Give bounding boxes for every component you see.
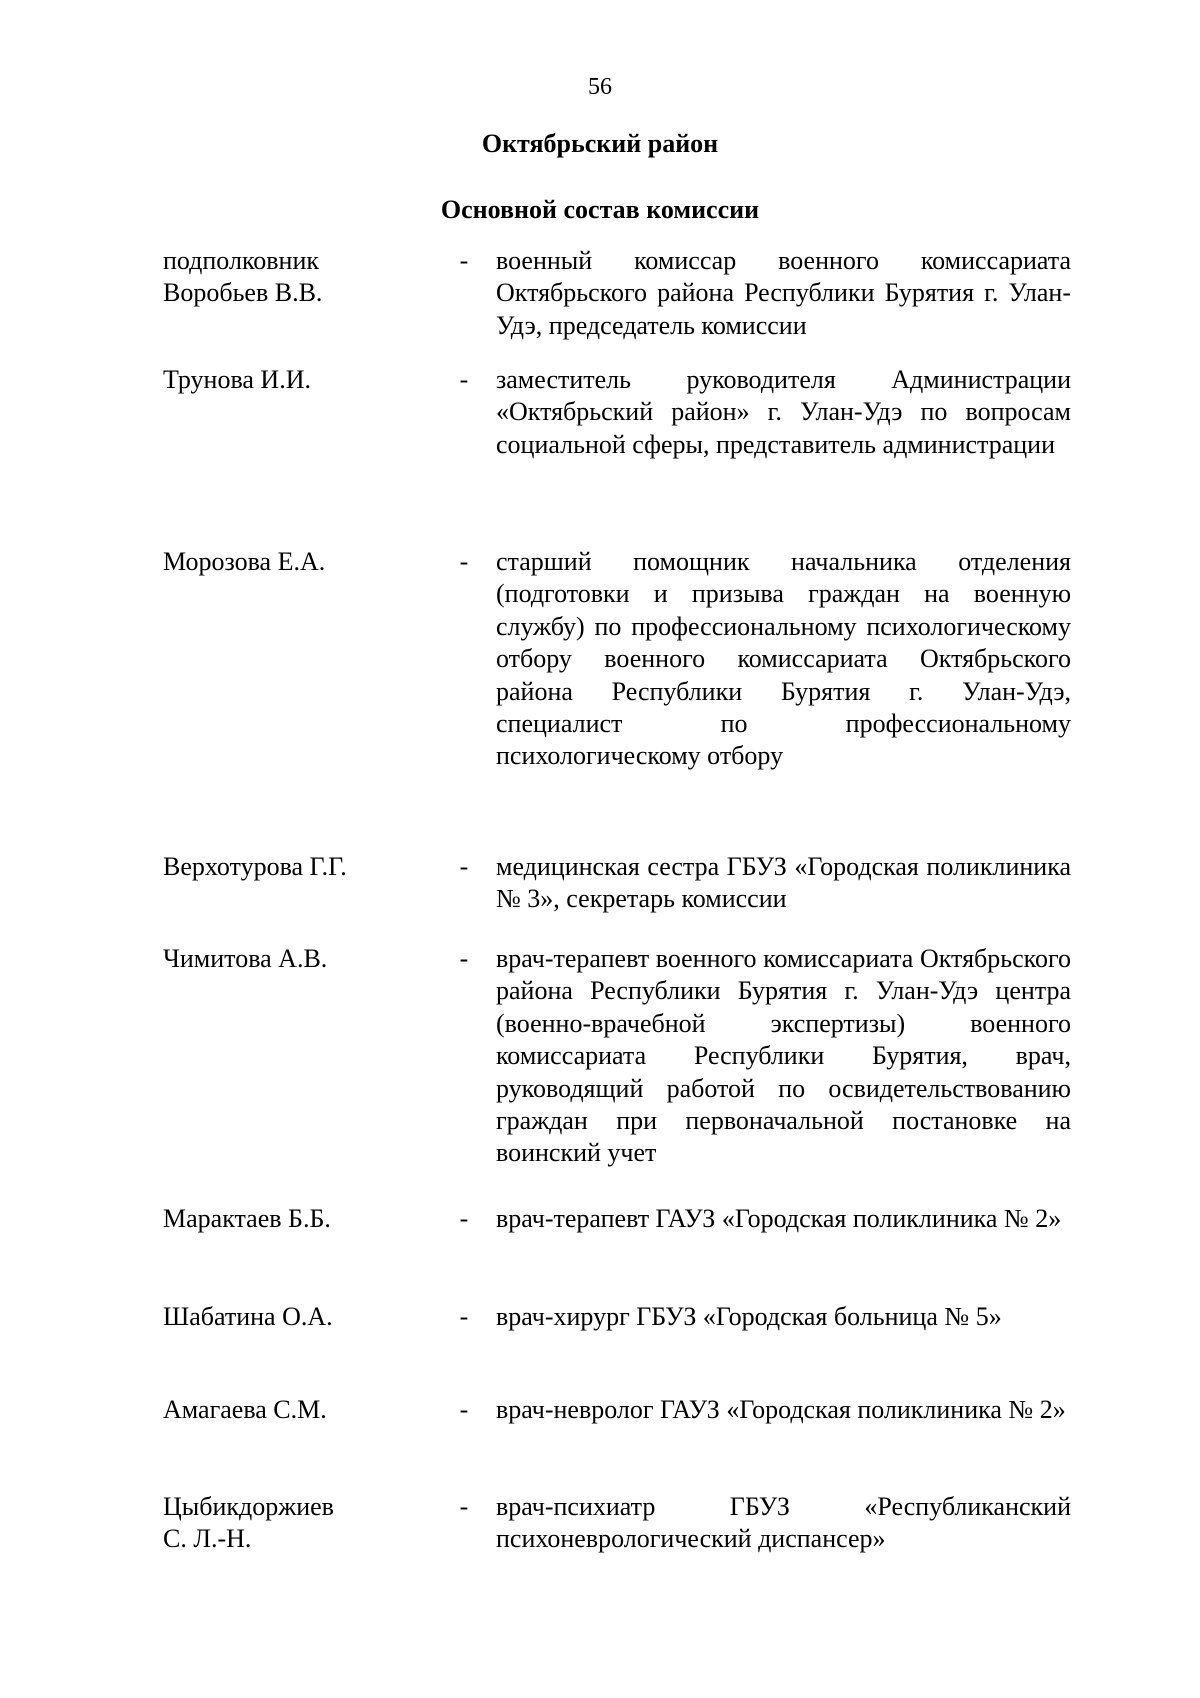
member-name: Цыбикдоржиев С. Л.-Н. [163,1492,334,1554]
dash-separator: - [459,944,469,973]
dash-separator: - [459,1395,469,1424]
member-role: врач-невролог ГАУЗ «Городская поликлиника № 2» [496,1395,1066,1424]
dash-separator: - [459,1204,469,1233]
district-title: Октябрьский район [481,129,719,158]
member-name: Трунова И.И. [163,365,311,394]
member-name: Шабатина О.А. [163,1302,333,1331]
member-name: Чимитова А.В. [163,944,328,973]
member-role: врач-терапевт военного комиссариата Октябрьского района Республики Бурятия г. Улан-Удэ центра (военно-врачебной экспертизы) военного комиссариата Республики Бурятия, врач, руководящий работой по освидетельствованию граждан при первоначальной постановке на воинский учет [496,944,1071,1168]
dash-separator: - [459,1492,469,1521]
page-number: 56 [588,74,612,100]
dash-separator: - [459,246,469,275]
section-title: Основной состав комиссии [440,195,760,224]
dash-separator: - [459,852,469,881]
member-name: Верхотурова Г.Г. [163,852,347,881]
member-name: Марактаев Б.Б. [163,1204,331,1233]
member-role: врач-терапевт ГАУЗ «Городская поликлиника № 2» [496,1204,1062,1233]
member-name: Амагаева С.М. [163,1395,327,1424]
member-role: врач-психиатр ГБУЗ «Республиканский психоневрологический диспансер» [496,1492,1071,1554]
member-role: старший помощник начальника отделения (подготовки и призыва граждан на военную службу) по профессиональному психологическому отбору военного комиссариата Октябрьского района Республики Бурятия г. Улан-Удэ, специалист по профессиональному психологическому отбору [496,547,1071,771]
member-role: военный комиссар военного комиссариата Октябрьского района Республики Бурятия г. Улан-Удэ, председатель комиссии [496,246,1071,340]
member-name: подполковник Воробьев В.В. [163,246,323,308]
dash-separator: - [459,547,469,576]
member-name: Морозова Е.А. [163,547,326,576]
member-role: заместитель руководителя Администрации «Октябрьский район» г. Улан-Удэ по вопросам социальной сферы, представитель администрации [496,365,1071,459]
member-role: врач-хирург ГБУЗ «Городская больница № 5» [496,1302,1002,1331]
dash-separator: - [459,1302,469,1331]
dash-separator: - [459,365,469,394]
member-role: медицинская сестра ГБУЗ «Городская поликлиника № 3», секретарь комиссии [496,852,1071,914]
